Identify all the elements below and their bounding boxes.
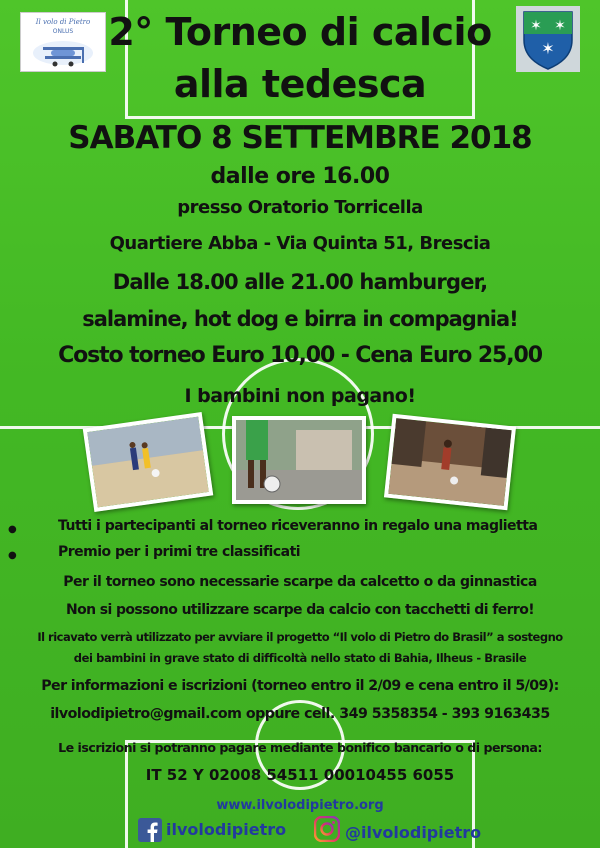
kids-free-line: I bambini non pagano! [184,385,416,407]
photo-1-image [87,417,208,508]
logo-text-line2: ONLUS [52,28,74,35]
photo-kids-playing-1 [83,412,214,512]
photo-kids-playing-3 [384,414,516,511]
svg-text:✶: ✶ [541,39,555,58]
contact-info: Per informazioni e iscrizioni (torneo entro il 2/09 e cena entro il 5/09): [41,678,559,694]
price-line: Costo torneo Euro 10,00 - Cena Euro 25,00 [58,343,542,368]
photo-2-image [236,420,362,500]
event-venue: presso Oratorio Torricella [177,197,423,218]
bullet-1-marker: ● [8,524,17,535]
iban: IT 52 Y 02008 54511 00010455 6055 [145,766,455,784]
bullet-item-2: Premio per i primi tre classificati [58,544,301,560]
shoes-note-1: Per il torneo sono necessarie scarpe da calcetto o da ginnastica [63,574,537,590]
bullet-2-marker: ● [8,550,17,561]
instagram-handle[interactable]: @ilvolodipietro [345,823,482,842]
shoes-note-2: Non si possono utilizzare scarpe da calcio con tacchetti di ferro! [66,602,534,618]
food-line-1: Dalle 18.00 alle 21.00 hamburger, [112,270,488,294]
project-note-1: Il ricavato verrà utilizzato per avviare il progetto “Il volo di Pietro do Brasil” a sostegno [37,630,563,644]
event-address: Quartiere Abba - Via Quinta 51, Brescia [109,233,491,254]
svg-text:✶: ✶ [530,18,542,34]
email-and-phone: ilvolodipietro@gmail.com oppure cell. 349 5358354 - 393 9163435 [50,706,550,722]
event-date: SABATO 8 SETTEMBRE 2018 [68,120,532,156]
photo-kids-playing-2 [232,416,366,504]
facebook-handle[interactable]: ilvolodipietro [166,820,287,839]
title-line-2: alla tedesca [173,62,427,106]
logo-text-line1: Il volo di Pietro [35,18,91,26]
svg-text:✶: ✶ [554,18,566,34]
facebook-icon[interactable] [138,818,162,842]
project-note-2: dei bambini in grave stato di difficoltà nello stato di Bahia, Ilheus - Brasile [73,651,527,665]
payment-note: Le iscrizioni si potranno pagare mediante bonifico bancario o di persona: [58,740,542,755]
instagram-icon[interactable] [314,816,340,842]
website-link[interactable]: www.ilvolodipietro.org [216,798,384,813]
photo-3-image [388,418,511,506]
food-line-2: salamine, hot dog e birra in compagnia! [82,307,518,331]
title-line-1: 2° Torneo di calcio [108,10,492,54]
event-time: dalle ore 16.00 [210,164,390,189]
bullet-item-1: Tutti i partecipanti al torneo riceveranno in regalo una maglietta [58,518,538,534]
